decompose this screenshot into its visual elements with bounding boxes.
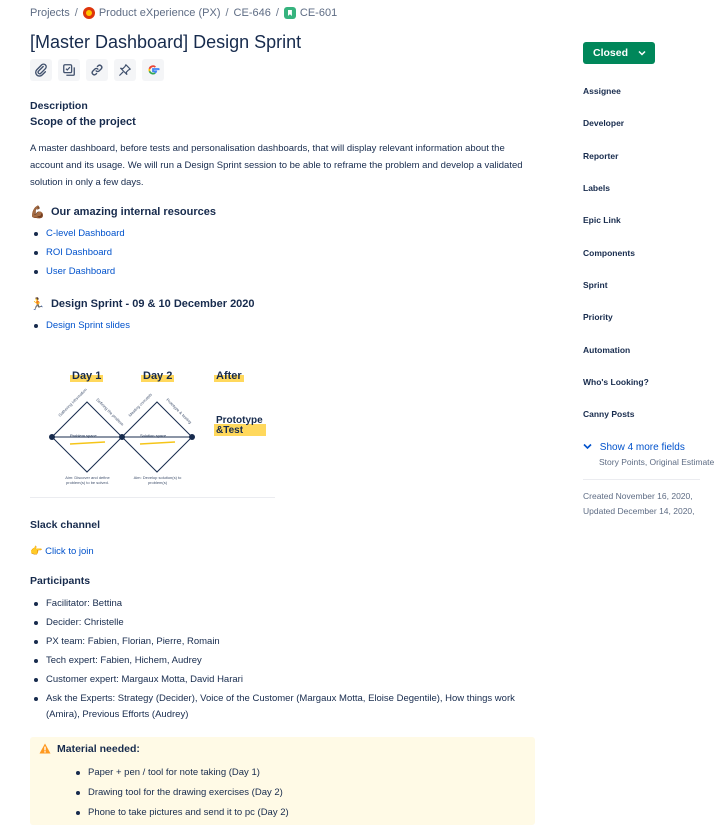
link-c-level-dashboard[interactable]: C-level Dashboard (46, 228, 125, 239)
scope-heading: Scope of the project (30, 116, 136, 128)
material-note-panel (30, 737, 535, 825)
list-item (30, 262, 535, 281)
show-more-fields-button[interactable] (583, 442, 685, 453)
slack-heading: Slack channel (30, 519, 101, 531)
problem-space-label: Problem space (70, 433, 97, 438)
pointing-hand-icon: 👉 (30, 546, 43, 557)
resources-heading-text: Our amazing internal resources (50, 206, 217, 218)
description-label: Description (30, 100, 88, 112)
svg-text:Gathering information: Gathering information (57, 386, 88, 418)
chevron-down-icon (583, 443, 592, 450)
list-item (30, 224, 535, 243)
link-issue-button[interactable] (86, 59, 108, 81)
google-icon (146, 63, 160, 77)
list-item (30, 243, 535, 262)
aim2-label: Aim: Develop solution(s) to problem(s) (133, 475, 182, 485)
field-epic-link: Epic Link (583, 215, 621, 225)
slack-join-link[interactable]: Click to join (45, 546, 94, 557)
solution-space-label: Solution space (140, 433, 167, 438)
field-assignee: Assignee (583, 86, 621, 96)
warning-icon (39, 743, 51, 754)
created-date: Created November 16, 2020, (583, 491, 693, 501)
participants-list (30, 594, 535, 723)
show-more-label: Show 4 more fields (599, 442, 685, 453)
list-item: Decider: Christelle (30, 613, 535, 632)
field-components: Components (583, 248, 635, 258)
breadcrumb-separator: / (74, 7, 78, 19)
breadcrumb-separator: / (275, 7, 279, 19)
chevron-down-icon (638, 50, 646, 56)
list-item (30, 316, 535, 335)
status-dropdown-button[interactable] (583, 42, 655, 64)
description-paragraph: A master dashboard, before tests and personalisation dashboards, that will display relevant information about the account and its usage. We will run a Design Sprint session to be able to reframe the problem and develop a validated solution in only a few days. (30, 143, 523, 188)
list-item: Paper + pen / tool for note taking (Day 1) (72, 763, 289, 783)
breadcrumb-issue[interactable]: CE-601 (299, 7, 338, 19)
list-item: Facilitator: Bettina (30, 594, 535, 613)
svg-text:Prototype & testing: Prototype & testing (165, 397, 193, 425)
list-item: Tech expert: Fabien, Hichem, Audrey (30, 651, 535, 670)
resources-heading (30, 205, 535, 219)
sprint-heading-text: Design Sprint - 09 & 10 December 2020 (50, 298, 255, 310)
breadcrumb-project[interactable]: Product eXperience (PX) (98, 7, 221, 19)
paperclip-icon (34, 63, 48, 77)
updated-date: Updated December 14, 2020, (583, 506, 695, 516)
slack-join (30, 546, 94, 557)
aim1-label: Aim: Discover and define problem(s) to be solved. (65, 475, 110, 485)
status-label: Closed (593, 47, 629, 59)
list-item: Drawing tool for the drawing exercises (Day 2) (72, 783, 289, 803)
field-whos-looking: Who's Looking? (583, 377, 649, 387)
list-item: Customer expert: Margaux Motta, David Harari (30, 670, 535, 689)
sprint-heading (30, 297, 535, 311)
list-item: Ask the Experts: Strategy (Decider), Voice of the Customer (Margaux Motta, Eloise Degentile), How things work (Amira), Previous Efforts (Audrey) (30, 689, 535, 723)
field-automation: Automation (583, 345, 631, 355)
list-item: PX team: Fabien, Florian, Pierre, Romain (30, 632, 535, 651)
issue-toolbar (30, 59, 164, 81)
day1-label: Day 1 (72, 370, 102, 382)
resources-list (30, 224, 535, 281)
link-user-dashboard[interactable]: User Dashboard (46, 266, 116, 277)
breadcrumb-projects[interactable]: Projects (30, 7, 70, 19)
pin-icon (118, 63, 132, 77)
material-title: Material needed: (57, 743, 140, 755)
field-labels: Labels (583, 183, 610, 193)
field-reporter: Reporter (583, 151, 619, 161)
runner-icon: 🏃 (30, 297, 45, 311)
list-item: Phone to take pictures and send it to pc (Day 2) (72, 803, 289, 823)
sprint-links (30, 316, 535, 335)
link-design-sprint-slides[interactable]: Design Sprint slides (46, 320, 130, 331)
add-child-issue-button[interactable] (58, 59, 80, 81)
participants-heading: Participants (30, 575, 91, 587)
field-developer: Developer (583, 118, 625, 128)
issue-title[interactable]: [Master Dashboard] Design Sprint (30, 32, 302, 52)
field-priority: Priority (583, 312, 613, 322)
story-icon (284, 7, 296, 19)
breadcrumb (30, 7, 337, 19)
after-label: After (216, 370, 242, 382)
prototype-label: Prototype &Test (214, 416, 266, 436)
link-icon (90, 63, 104, 77)
google-drive-button[interactable] (142, 59, 164, 81)
description-panel (30, 100, 535, 335)
svg-text:Defining the problem: Defining the problem (95, 397, 125, 427)
day2-label: Day 2 (143, 370, 173, 382)
sidebar-divider (583, 479, 700, 480)
attach-button[interactable] (30, 59, 52, 81)
breadcrumb-separator: / (225, 7, 229, 19)
pin-button[interactable] (114, 59, 136, 81)
material-list (72, 763, 289, 823)
breadcrumb-epic[interactable]: CE-646 (233, 7, 271, 19)
field-sprint: Sprint (583, 280, 608, 290)
link-roi-dashboard[interactable]: ROI Dashboard (46, 247, 113, 258)
project-avatar-icon (83, 7, 95, 19)
design-sprint-diagram[interactable] (30, 362, 275, 498)
flexed-biceps-icon: 💪🏾 (30, 205, 45, 219)
svg-text:Ideating concepts: Ideating concepts (127, 391, 153, 418)
field-canny-posts: Canny Posts (583, 409, 635, 419)
show-more-fields-list: Story Points, Original Estimate (599, 457, 714, 467)
child-issue-icon (62, 63, 76, 77)
